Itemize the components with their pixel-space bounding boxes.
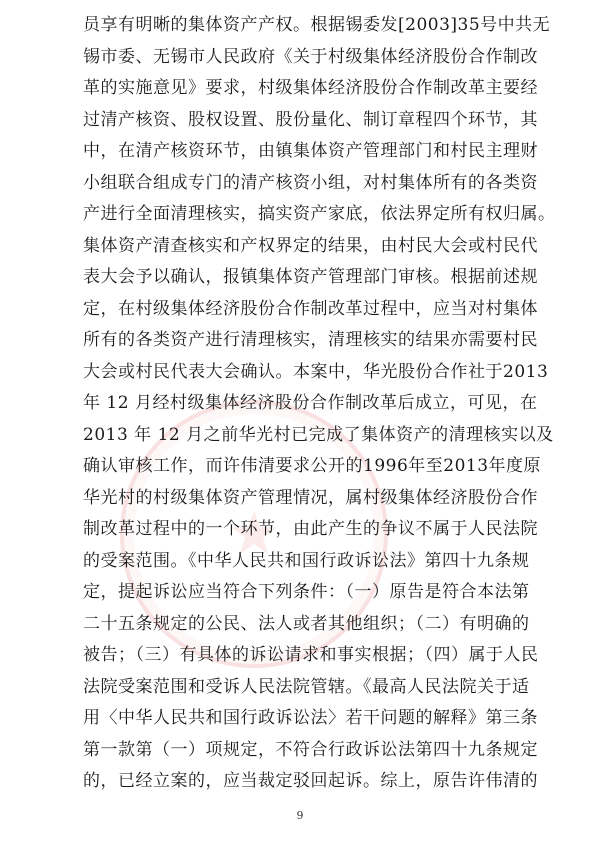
text-line: 的，已经立案的，应当裁定驳回起诉。综上，原告许伟清的 bbox=[83, 771, 538, 791]
text-line: 华光村的村级集体资产管理情况，属村级集体经济股份合作 bbox=[83, 487, 538, 508]
body-text bbox=[83, 10, 556, 798]
text-line: 被告；（三）有具体的诉讼请求和事实根据；（四）属于人民 bbox=[83, 645, 539, 665]
text-line: 所有的各类资产进行清理核实，清理核实的结果亦需要村民 bbox=[83, 330, 538, 350]
text-line: 过清产核资、股权设置、股份量化、制订章程四个环节，其 bbox=[83, 109, 538, 130]
text-line: 年 12 月经村级集体经济股份合作制改革后成立，可见，在 bbox=[83, 393, 538, 413]
text-line: 确认审核工作，而许伟清要求公开的1996年至2013年度原 bbox=[83, 456, 542, 476]
text-line: 二十五条规定的公民、法人或者其他组织；（二）有明确的 bbox=[83, 613, 530, 634]
text-line: 2013 年 12 月之前华光村已完成了集体资产的清理核实以及 bbox=[83, 424, 554, 445]
text-line: 大会或村民代表大会确认。本案中，华光股份合作社于2013 bbox=[83, 361, 549, 382]
text-line: 表大会予以确认，报镇集体资产管理部门审核。根据前述规 bbox=[83, 267, 538, 287]
text-line: 定，在村级集体经济股份合作制改革过程中，应当对村集体 bbox=[83, 298, 538, 319]
text-line: 产进行全面清理核实，搞实资产家底，依法界定所有权归属。 bbox=[83, 204, 556, 224]
text-line: 中，在清产核资环节，由镇集体资产管理部门和村民主理财 bbox=[83, 141, 538, 161]
text-line: 的受案范围。《中华人民共和国行政诉讼法》第四十九条规 bbox=[83, 550, 530, 571]
text-line: 革的实施意见》要求，村级集体经济股份合作制改革主要经 bbox=[83, 78, 538, 98]
page-number: 9 bbox=[296, 809, 304, 822]
text-line: 法院受案范围和受诉人民法院管辖。《最高人民法院关于适 bbox=[83, 676, 530, 697]
seal-star-icon: ★ bbox=[227, 499, 281, 569]
text-line: 小组联合组成专门的清产核资小组，对村集体所有的各类资 bbox=[83, 172, 538, 193]
text-line: 集体资产清查核实和产权界定的结果，由村民大会或村民代 bbox=[83, 235, 538, 256]
text-line: 用〈中华人民共和国行政诉讼法〉若干问题的解释》第三条 bbox=[83, 708, 538, 728]
text-line: 定，提起诉讼应当符合下列条件：（一）原告是符合本法第 bbox=[83, 582, 530, 602]
text-line: 第一款第（一）项规定，不符合行政诉讼法第四十九条规定 bbox=[83, 739, 538, 760]
text-line: 员享有明晰的集体资产产权。根据锡委发[2003]35号中共无 bbox=[83, 15, 551, 35]
text-line: 制改革过程中的一个环节，由此产生的争议不属于人民法院 bbox=[83, 519, 538, 539]
text-line: 锡市委、无锡市人民政府《关于村级集体经济股份合作制改 bbox=[83, 46, 538, 67]
